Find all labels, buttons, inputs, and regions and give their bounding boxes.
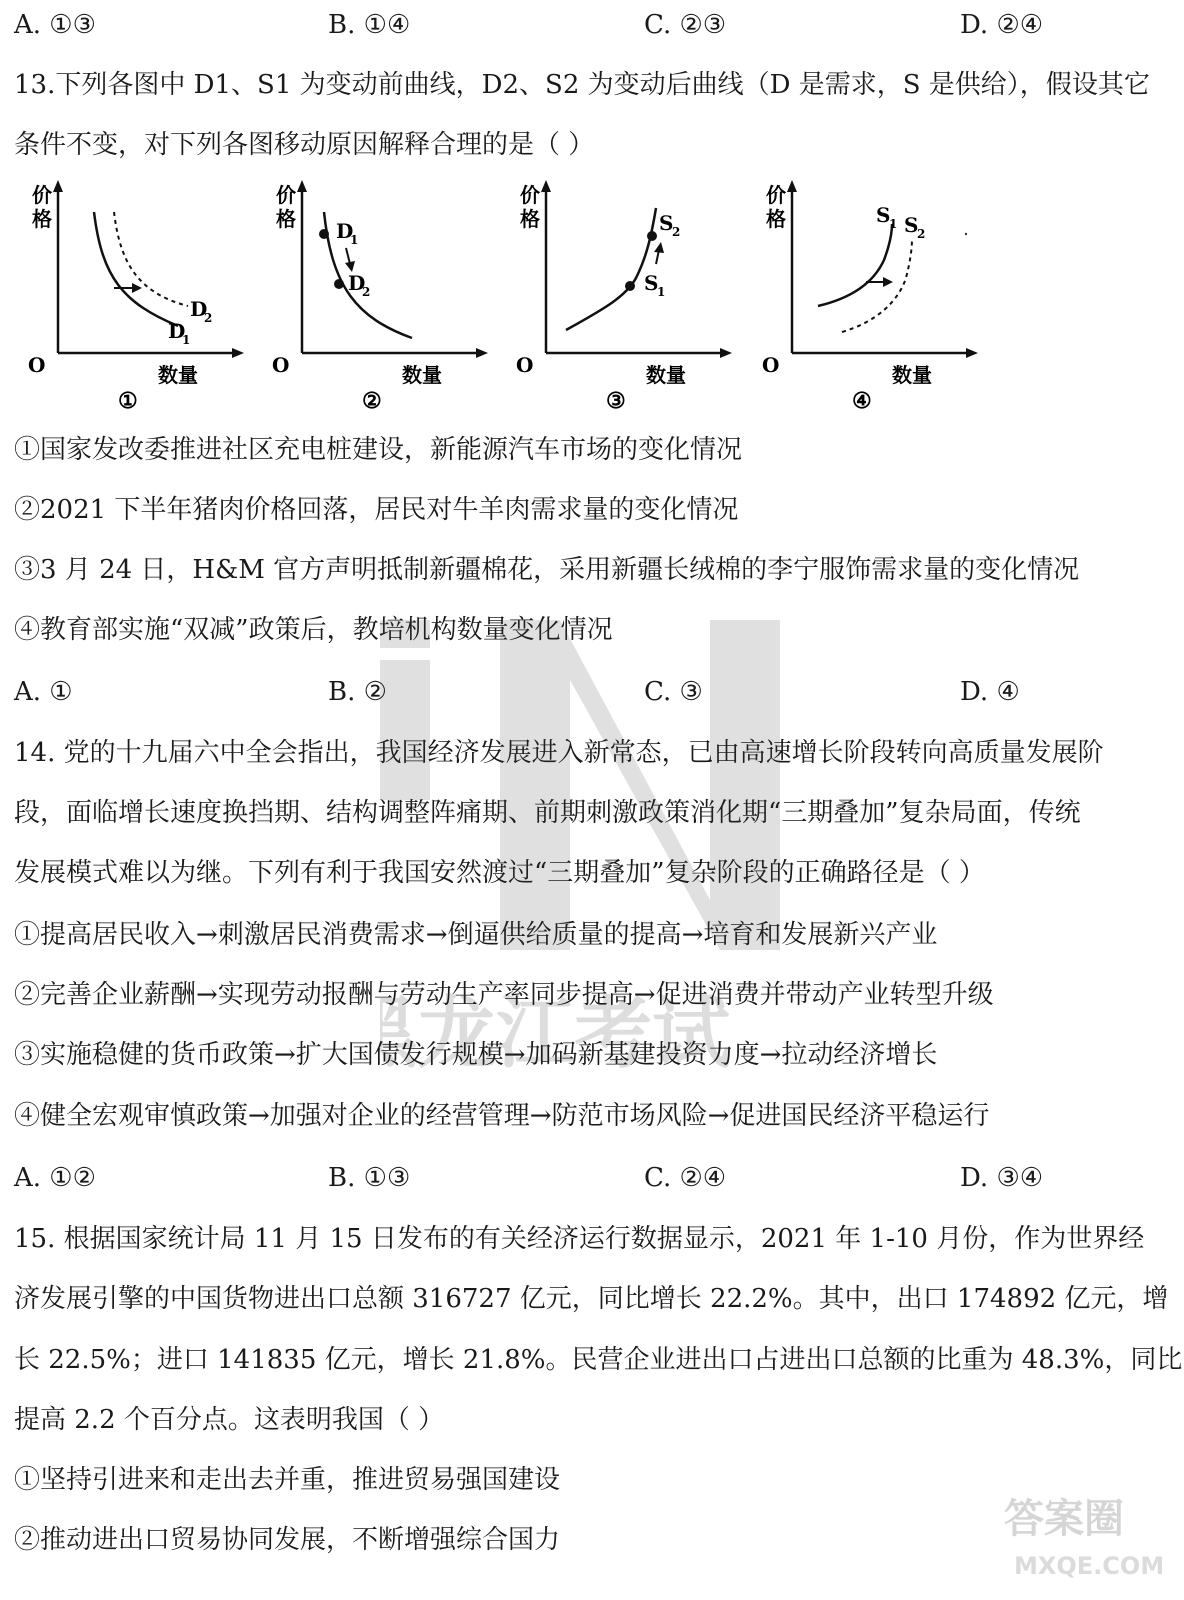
y-axis-label-char1: 价 <box>520 183 540 207</box>
graph4-s1-sub: 1 <box>889 217 898 231</box>
q14-item-3: ③实施稳健的货币政策→扩大国债发行规模→加码新基建投资力度→拉动经济增长 <box>14 1040 938 1070</box>
q12-option-a: A. ①③ <box>14 10 96 40</box>
y-axis-label-char2: 格 <box>32 207 52 231</box>
graph2-d2-sub: 2 <box>362 285 371 299</box>
y-axis-label-char2: 格 <box>276 207 296 231</box>
graph3-s2: S <box>659 211 674 235</box>
watermark-text: 龙江考试 <box>418 988 731 1079</box>
graph4-s1: S <box>876 203 891 227</box>
origin-label: O <box>28 353 46 377</box>
graph-number: ④ <box>852 388 872 414</box>
y-axis-label-char1: 价 <box>766 183 786 207</box>
q13-item-4: ④教育部实施“双减”政策后，教培机构数量变化情况 <box>14 615 613 645</box>
y-axis-label-char2: 格 <box>766 207 786 231</box>
graph4-s2: S <box>904 213 919 237</box>
q13-stem-line2: 条件不变，对下列各图移动原因解释合理的是（ ） <box>14 130 595 160</box>
y-axis-label-char1: 价 <box>276 183 296 207</box>
y-axis-label-char1: 价 <box>32 183 52 207</box>
graph3-s1: S <box>644 271 659 295</box>
q14-item-2: ②完善企业薪酬→实现劳动报酬与劳动生产率同步提高→促进消费并带动产业转型升级 <box>14 980 994 1010</box>
q14-stem-line3: 发展模式难以为继。下列有利于我国安然渡过“三期叠加”复杂阶段的正确路径是（ ） <box>14 858 985 888</box>
q13-item-1: ①国家发改委推进社区充电桩建设，新能源汽车市场的变化情况 <box>14 435 743 465</box>
q13-options <box>14 675 1164 709</box>
graph1-d2-sub: 2 <box>204 311 213 325</box>
graph-1 <box>18 178 248 418</box>
q13-option-b: B. ② <box>328 677 387 707</box>
q14-stem-line2: 段，面临增长速度换挡期、结构调整阵痛期、前期刺激政策消化期“三期叠加”复杂局面，传统 <box>14 798 1081 828</box>
x-axis-label: 数量 <box>402 363 442 387</box>
q14-option-a: A. ①② <box>14 1163 96 1193</box>
q14-item-4: ④健全宏观审慎政策→加强对企业的经营管理→防范市场风险→促进国民经济平稳运行 <box>14 1101 990 1131</box>
origin-label: O <box>272 353 290 377</box>
q12-option-d: D. ②④ <box>960 10 1044 40</box>
graph1-d1: D <box>168 319 186 343</box>
q13-item-3: ③3 月 24 日，H&M 官方声明抵制新疆棉花，采用新疆长绒棉的李宁服饰需求量的变化情况 <box>14 555 1080 585</box>
q12-option-b: B. ①④ <box>328 10 411 40</box>
q14-option-c: C. ②④ <box>644 1163 727 1193</box>
graph-number: ② <box>362 388 382 414</box>
q15-stem-line2: 济发展引擎的中国货物进出口总额 316727 亿元，同比增长 22.2%。其中，出口 174892 亿元，增 <box>14 1284 1169 1314</box>
graph2-d1: D <box>336 219 354 243</box>
corner-logo-text: 答案圈 <box>1004 1496 1124 1542</box>
q12-option-c: C. ②③ <box>644 10 727 40</box>
q14-item-1: ①提高居民收入→刺激居民消费需求→倒逼供给质量的提高→培育和发展新兴产业 <box>14 920 938 950</box>
graph1-d2: D <box>190 297 208 321</box>
x-axis-label: 数量 <box>158 363 198 387</box>
graph-4 <box>752 178 982 418</box>
q12-options <box>14 8 1164 42</box>
x-axis-label: 数量 <box>892 363 932 387</box>
origin-label: O <box>762 353 780 377</box>
q15-item-1: ①坚持引进来和走出去并重，推进贸易强国建设 <box>14 1465 561 1495</box>
q15-stem-line3: 长 22.5%；进口 141835 亿元，增长 21.8%。民营企业进出口占进出口总额的比重为 48.3%，同比 <box>14 1345 1183 1375</box>
y-axis-label-char2: 格 <box>520 207 540 231</box>
q14-stem-line1: 14. 党的十九届六中全会指出，我国经济发展进入新常态，已由高速增长阶段转向高质量发展阶 <box>14 738 1104 768</box>
q14-options <box>14 1161 1164 1195</box>
graph-2 <box>262 178 492 418</box>
graph2-d2: D <box>348 271 366 295</box>
q13-item-2: ②2021 下半年猪肉价格回落，居民对牛羊肉需求量的变化情况 <box>14 495 739 525</box>
graph-number: ③ <box>606 388 626 414</box>
graph1-d1-sub: 1 <box>182 333 191 347</box>
q15-item-2: ②推动进出口贸易协同发展，不断增强综合国力 <box>14 1525 561 1555</box>
q14-option-b: B. ①③ <box>328 1163 411 1193</box>
x-axis-label: 数量 <box>646 363 686 387</box>
graph-3 <box>506 178 736 418</box>
graph-number: ① <box>118 388 138 414</box>
q14-option-d: D. ③④ <box>960 1163 1044 1193</box>
q13-stem-line1: 13.下列各图中 D1、S1 为变动前曲线，D2、S2 为变动后曲线（D 是需求，S 是供给），假设其它 <box>14 70 1150 100</box>
origin-label: O <box>516 353 534 377</box>
corner-logo <box>974 1482 1174 1592</box>
q13-option-d: D. ④ <box>960 677 1020 707</box>
corner-logo-url: MXQE.COM <box>1014 1552 1165 1580</box>
graph3-s1-sub: 1 <box>657 285 666 299</box>
graph4-s2-sub: 2 <box>917 227 926 241</box>
q13-option-c: C. ③ <box>644 677 703 707</box>
graph3-s2-sub: 2 <box>672 225 681 239</box>
q15-stem-line1: 15. 根据国家统计局 11 月 15 日发布的有关经济运行数据显示，2021 年 1-10 月份，作为世界经 <box>14 1224 1145 1254</box>
q13-option-a: A. ① <box>14 677 73 707</box>
q15-stem-line4: 提高 2.2 个百分点。这表明我国（ ） <box>14 1405 445 1435</box>
graph2-d1-sub: 1 <box>350 233 359 247</box>
